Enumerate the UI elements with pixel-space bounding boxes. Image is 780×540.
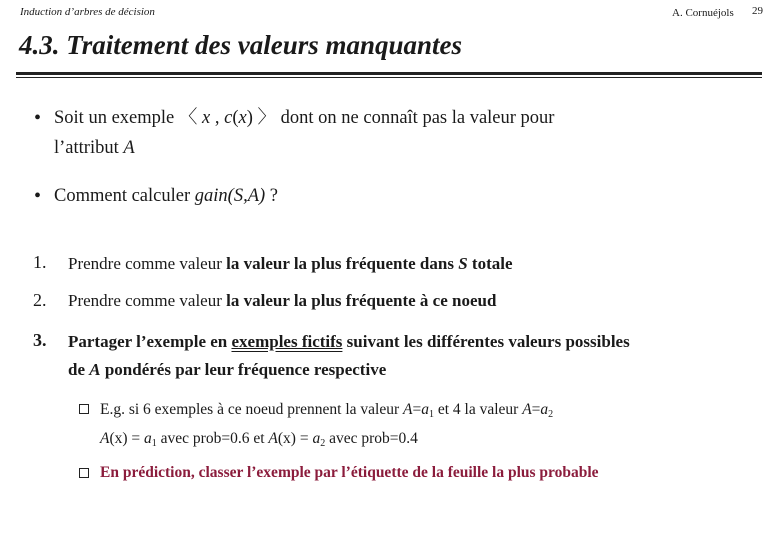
text: (x) = (277, 430, 313, 447)
text: gain (194, 186, 228, 206)
text: c (224, 108, 233, 128)
text: (S,A) (227, 186, 266, 206)
text: A (403, 401, 413, 418)
item-number-3: 3. (33, 330, 47, 350)
text: a (312, 430, 321, 447)
text: A (89, 360, 101, 379)
text: Comment calculer (54, 186, 195, 206)
slide-title: 4.3. Traitement des valeurs manquantes (19, 30, 463, 60)
bullet-gain-question (34, 181, 754, 211)
item-1 (68, 254, 513, 274)
subitem-prediction: En prédiction, classer l’exemple par l’étiquette de la feuille la plus probable (100, 464, 599, 481)
text: la valeur la plus fréquente dans (226, 254, 459, 273)
text: a (421, 401, 429, 418)
text: Soit un exemple (54, 108, 179, 128)
item-number-1: 1. (33, 252, 47, 272)
text: E.g. si 6 exemples à ce noeud prennent la valeur (100, 401, 403, 418)
item-number-2: 2. (33, 290, 47, 310)
text: x (238, 108, 247, 128)
title-rule-thick (16, 72, 762, 75)
text: A (268, 430, 278, 447)
subitem-example (100, 398, 553, 456)
text: exemples fictifs (231, 332, 343, 351)
item-2 (68, 291, 496, 311)
title-rule-thin (16, 77, 762, 78)
text: Prendre comme valeur (68, 291, 227, 310)
bullet-dot: • (34, 107, 42, 129)
text: ( (232, 108, 239, 128)
bullet-missing-value-example (34, 103, 754, 163)
text: la valeur la plus fréquente à ce noeud (226, 291, 497, 310)
text: l’attribut (54, 138, 124, 158)
text: de (68, 360, 90, 379)
item-3 (68, 328, 758, 384)
text: 1 (151, 438, 157, 449)
text: x (202, 108, 211, 128)
text: = (531, 401, 541, 418)
text: a (540, 401, 549, 418)
text: 〈 (178, 108, 198, 128)
checkbox-icon (79, 468, 89, 478)
text: A (522, 401, 532, 418)
text: dont on ne connaît pas la valeur pour (276, 108, 555, 128)
text: A (100, 430, 110, 447)
text: avec prob=0.4 (325, 430, 418, 447)
header-course-title: Induction d’arbres de décision (20, 6, 155, 18)
text: suivant les différentes valeurs possibles (342, 332, 630, 351)
text: (x) = (109, 430, 145, 447)
bullet-dot: • (34, 185, 42, 207)
text: S (458, 254, 468, 273)
text: , (210, 108, 225, 128)
header-author: A. Cornuéjols (672, 7, 734, 19)
text: a (144, 430, 152, 447)
text: pondérés par leur fréquence respective (100, 360, 387, 379)
text: ) (246, 108, 253, 128)
text: 1 (428, 409, 434, 420)
text: Prendre comme valeur (68, 254, 227, 273)
text: 2 (548, 409, 554, 420)
text: totale (467, 254, 513, 273)
text: et 4 la valeur (433, 401, 523, 418)
checkbox-icon (79, 404, 89, 414)
text: avec prob=0.6 et (156, 430, 269, 447)
text: = (412, 401, 422, 418)
text: ? (265, 186, 278, 206)
text: 2 (320, 438, 326, 449)
page-number: 29 (752, 5, 763, 17)
text: Partager l’exemple en (68, 332, 232, 351)
text: A (123, 138, 135, 158)
text: 〉 (257, 108, 277, 128)
